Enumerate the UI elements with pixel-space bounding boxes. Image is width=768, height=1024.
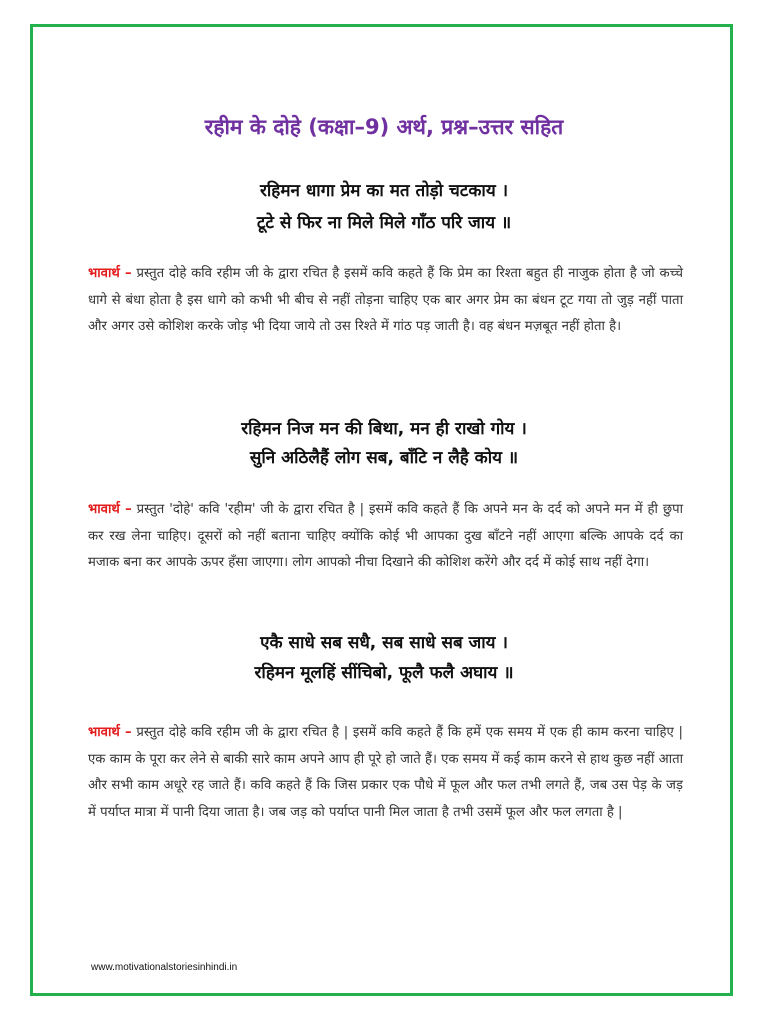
doha-3-line-1: एकै साधे सब सधै, सब साधे सब जाय । — [260, 633, 508, 653]
meaning-label: भावार्थ – — [88, 266, 132, 281]
doha-1-line-1: रहिमन धागा प्रेम का मत तोड़ो चटकाय । — [259, 181, 509, 201]
meaning-text: प्रस्तुत दोहे कवि रहीम जी के द्वारा रचित है | इसमें कवि कहते हैं कि हमें एक समय में एक ही काम करना चाहिए | एक काम के पूरा कर लेने से बाकी सारे काम अपने आप ही पूरे हो जाते हैं। एक समय में कई काम करने से हाथ कुछ नहीं आता और सभी काम अधूरे रह जाते हैं। कवि कहते हैं कि जिस प्रकार एक पौधे में फूल और फल तभी लगते हैं, जब उस पेड़ के जड़ में पर्याप्त मात्रा में पानी दिया जाता है। जब जड़ को पर्याप्त पानी मिल जाता है तभी उसमें फूल और फल लगता है | — [88, 725, 683, 820]
meaning-text: प्रस्तुत 'दोहे' कवि 'रहीम' जी के द्वारा रचित है | इसमें कवि कहते हैं कि अपने मन के दर्द को अपने मन में ही छुपा कर रख लेना चाहिए। दूसरों को नहीं बताना चाहिए क्योंकि कोई भी आपका दुख बाँटने नहीं आएगा बल्कि आपके दर्द का मजाक बना कर आपके ऊपर हँसा जाएगा। लोग आपको नीचा दिखाने की कोशिश करेंगे और दर्द में कोई साथ नहीं देगा। — [88, 502, 683, 570]
meaning-label: भावार्थ – — [88, 502, 132, 517]
meaning-label: भावार्थ – — [88, 725, 132, 740]
doha-2-line-2: सुनि अठिलैहैं लोग सब, बाँटि न लैहै कोय ॥ — [249, 448, 519, 468]
page-title: रहीम के दोहे (कक्षा–9) अर्थ, प्रश्न–उत्तर सहित — [204, 115, 564, 139]
doha-1-line-2: टूटे से फिर ना मिले मिले गाँठ परि जाय ॥ — [256, 213, 512, 233]
meaning-paragraph-3 — [88, 720, 683, 826]
meaning-paragraph-1 — [88, 261, 683, 341]
website-footer: www.motivationalstoriesinhindi.in — [91, 962, 238, 973]
meaning-paragraph-2 — [88, 497, 683, 577]
meaning-text: प्रस्तुत दोहे कवि रहीम जी के द्वारा रचित है इसमें कवि कहते हैं कि प्रेम का रिश्ता बहुत ही नाजुक होता है जो कच्चे धागे से बंधा होता है इस धागे को कभी भी बीच से नहीं तोड़ना चाहिए एक बार अगर प्रेम का बंधन टूट गया तो जुड़ नहीं पाता और अगर उसे कोशिश करके जोड़ भी दिया जाये तो उस रिश्ते में गांठ पड़ जाती है। वह बंधन मज़बूत नहीं होता है। — [88, 266, 683, 334]
doha-2-line-1: रहिमन निज मन की बिथा, मन ही राखो गोय । — [241, 419, 527, 439]
doha-3-line-2: रहिमन मूलहिं सींचिबो, फूलै फलै अघाय ॥ — [254, 663, 514, 683]
